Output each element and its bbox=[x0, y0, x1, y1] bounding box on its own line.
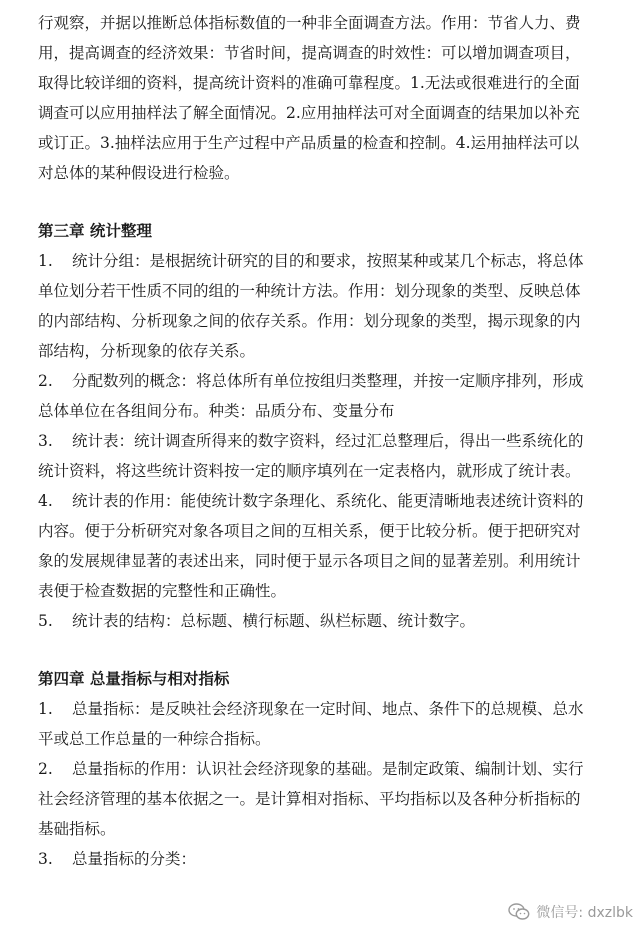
watermark-text: 微信号: dxzlbk bbox=[536, 905, 633, 921]
item-number: 3. bbox=[38, 850, 53, 868]
chapter-3-item-2 bbox=[38, 366, 598, 426]
text-line: 2. 分配数列的概念：将总体所有单位按组归类整理，并按一定顺序排列，形成 bbox=[38, 366, 598, 396]
chapter-3-item-3 bbox=[38, 426, 598, 486]
text-line: 3. 总量指标的分类： bbox=[38, 844, 598, 874]
document-page bbox=[38, 8, 598, 874]
chapter-3-item-4 bbox=[38, 486, 598, 606]
text-line: 4. 统计表的作用：能使统计数字条理化、系统化、能更清晰地表述统计资料的 bbox=[38, 486, 598, 516]
text-line: 的内部结构、分析现象之间的依存关系。作用：划分现象的类型，揭示现象的内 bbox=[38, 312, 581, 330]
item-number: 1. bbox=[38, 252, 53, 270]
text-line: 2. 总量指标的作用：认识社会经济现象的基础。是制定政策、编制计划、实行 bbox=[38, 754, 598, 784]
text-line: 统计资料，将这些统计资料按一定的顺序填列在一定表格内，就形成了统计表。 bbox=[38, 462, 581, 480]
chapter-4-item-1 bbox=[38, 694, 598, 754]
text-line: 用，提高调查的经济效果：节省时间，提高调查的时效性：可以增加调查项目， bbox=[38, 44, 581, 62]
section-gap bbox=[38, 636, 598, 664]
text-line: 3. 统计表：统计调查所得来的数字资料，经过汇总整理后，得出一些系统化的 bbox=[38, 426, 598, 456]
chapter-3-item-1 bbox=[38, 246, 598, 366]
item-number: 2. bbox=[38, 372, 53, 390]
text-line: 或订正。3.抽样法应用于生产过程中产品质量的检查和控制。4.运用抽样法可以 bbox=[38, 134, 580, 152]
text-line: 部结构，分析现象的依存关系。 bbox=[38, 342, 256, 360]
text-line: 基础指标。 bbox=[38, 820, 116, 838]
chapter-3-item-5 bbox=[38, 606, 598, 636]
wechat-watermark bbox=[508, 902, 633, 922]
item-number: 4. bbox=[38, 492, 53, 510]
intro-paragraph bbox=[38, 8, 598, 188]
text-line: 5. 统计表的结构：总标题、横行标题、纵栏标题、统计数字。 bbox=[38, 606, 598, 636]
text-line: 单位划分若干性质不同的组的一种统计方法。作用：划分现象的类型、反映总体 bbox=[38, 282, 581, 300]
chapter-4-title: 第四章 总量指标与相对指标 bbox=[38, 669, 230, 688]
text-line: 内容。便于分析研究对象各项目之间的互相关系，便于比较分析。便于把研究对 bbox=[38, 522, 581, 540]
text-line: 调查可以应用抽样法了解全面情况。2.应用抽样法可对全面调查的结果加以补充 bbox=[38, 104, 580, 122]
section-gap bbox=[38, 188, 598, 216]
item-number: 5. bbox=[38, 612, 53, 630]
item-number: 2. bbox=[38, 760, 53, 778]
text-line: 1. 统计分组：是根据统计研究的目的和要求，按照某种或某几个标志，将总体 bbox=[38, 246, 598, 276]
chapter-4-item-3 bbox=[38, 844, 598, 874]
text-line: 取得比较详细的资料，提高统计资料的准确可靠程度。1.无法或很难进行的全面 bbox=[38, 74, 580, 92]
text-line: 总体单位在各组间分布。种类：品质分布、变量分布 bbox=[38, 402, 395, 420]
text-line: 象的发展规律显著的表述出来，同时便于显示各项目之间的显著差别。利用统计 bbox=[38, 552, 581, 570]
item-number: 1. bbox=[38, 700, 53, 718]
text-line: 平或总工作总量的一种综合指标。 bbox=[38, 730, 271, 748]
text-line: 1. 总量指标：是反映社会经济现象在一定时间、地点、条件下的总规模、总水 bbox=[38, 694, 598, 724]
wechat-icon bbox=[508, 903, 530, 921]
item-number: 3. bbox=[38, 432, 53, 450]
text-line: 对总体的某种假设进行检验。 bbox=[38, 164, 240, 182]
text-line: 行观察，并据以推断总体指标数值的一种非全面调查方法。作用：节省人力、费 bbox=[38, 14, 581, 32]
text-line: 社会经济管理的基本依据之一。是计算相对指标、平均指标以及各种分析指标的 bbox=[38, 790, 581, 808]
text-line: 表便于检查数据的完整性和正确性。 bbox=[38, 582, 287, 600]
chapter-3-title: 第三章 统计整理 bbox=[38, 221, 152, 240]
chapter-4-item-2 bbox=[38, 754, 598, 844]
